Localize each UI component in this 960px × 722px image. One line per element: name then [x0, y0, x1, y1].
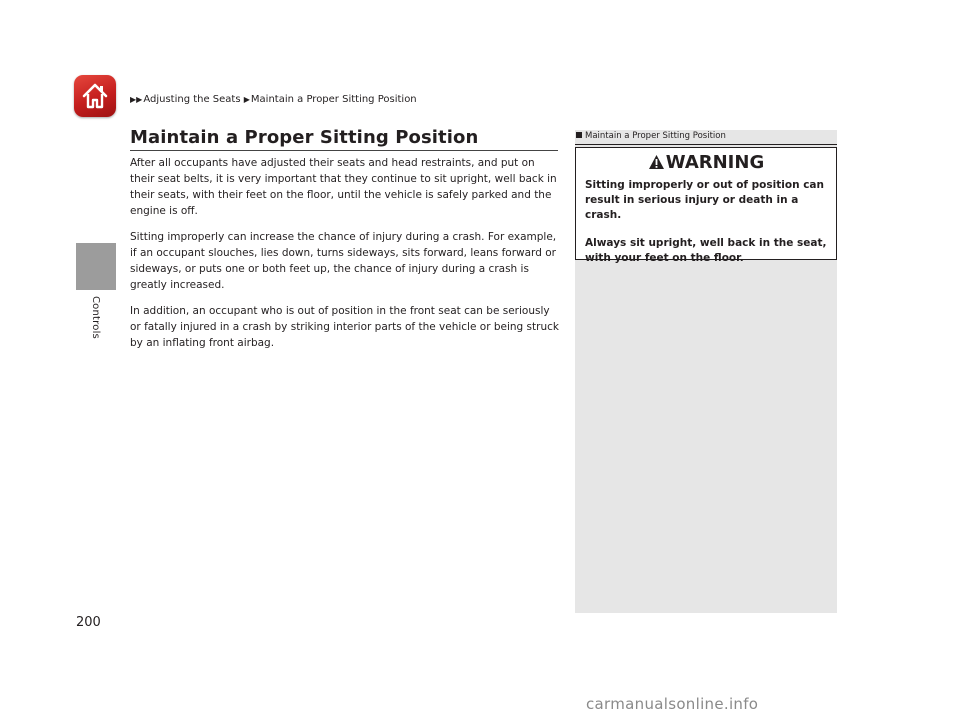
title-divider [130, 150, 558, 151]
breadcrumb [130, 94, 417, 105]
double-arrow-icon: ▶▶ [130, 95, 143, 104]
paragraph: Sitting improperly can increase the chance of injury during a crash. For example, if an occupant slouches, lies down, turns sideways, sits forward, leans forward or sideways, or puts one or both feet up, the chance of injury during a crash is greatly increased. [130, 231, 557, 291]
home-button[interactable] [74, 75, 116, 117]
warning-label: WARNING [665, 152, 765, 173]
reference-marker-icon [576, 132, 582, 138]
arrow-icon: ▶ [243, 95, 250, 104]
breadcrumb-item-adjusting-seats[interactable]: Adjusting the Seats [143, 94, 241, 105]
page-number: 200 [76, 615, 101, 630]
warning-text [585, 178, 830, 279]
warning-triangle-icon [648, 154, 665, 170]
warning-line: Always sit upright, well back in the seat, with your feet on the floor. [585, 237, 827, 264]
warning-box [575, 147, 837, 264]
warning-line: Sitting improperly or out of position can result in serious injury or death in a crash. [585, 179, 824, 221]
body-text [130, 155, 560, 361]
watermark: carmanualsonline.info [586, 695, 759, 713]
sidebar-divider [575, 144, 837, 145]
sidebar-heading-text: Maintain a Proper Sitting Position [585, 131, 726, 141]
page-title: Maintain a Proper Sitting Position [130, 127, 479, 148]
section-label: Controls [90, 296, 101, 339]
breadcrumb-item-current: Maintain a Proper Sitting Position [250, 94, 417, 105]
warning-banner [576, 148, 836, 175]
section-tab-controls[interactable] [76, 243, 116, 290]
home-icon [81, 81, 109, 111]
paragraph: After all occupants have adjusted their seats and head restraints, and put on their seat belts, it is very important that they continue to sit upright, well back in their seats, with their feet on the floor, until the vehicle is safely parked and the engine is off. [130, 157, 557, 217]
paragraph: In addition, an occupant who is out of position in the front seat can be seriously or fatally injured in a crash by striking interior parts of the vehicle or being struck by an inflating front airbag. [130, 305, 559, 349]
sidebar-heading [575, 131, 837, 141]
